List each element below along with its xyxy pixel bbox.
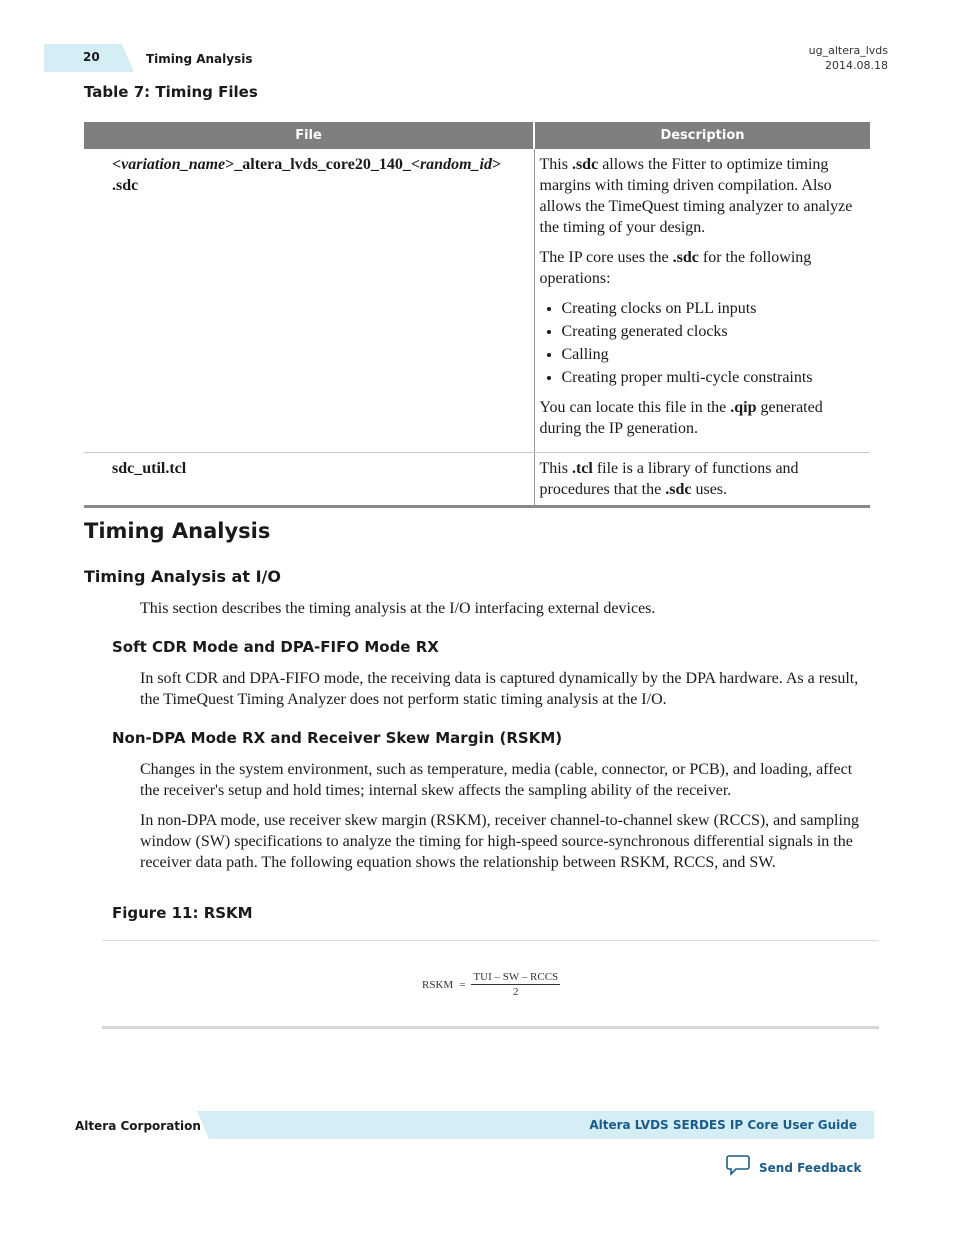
file-ext: .sdc xyxy=(571,156,599,173)
non-dpa-paragraph-1: Changes in the system environment, such as temperature, media (cable, connector, or PCB), and loading, affect the receiver's setup and hold times; internal skew affects the sampling ability of the receiver. xyxy=(140,761,853,799)
description-cell xyxy=(534,453,870,507)
equation-fraction xyxy=(471,971,560,998)
equation-equals: = xyxy=(459,978,466,991)
guide-title-link[interactable]: Altera LVDS SERDES IP Core User Guide xyxy=(589,1118,857,1132)
soft-cdr-paragraph: In soft CDR and DPA-FIFO mode, the receiving data is captured dynamically by the DPA hardware. As a result, the TimeQuest Timing Analyzer does not perform static timing analysis at the I/O. xyxy=(140,670,859,708)
intro-paragraph: This section describes the timing analysis at the I/O interfacing external devices. xyxy=(140,600,656,617)
file-ext: .sdc xyxy=(672,249,699,266)
send-feedback-label: Send Feedback xyxy=(759,1160,862,1175)
text: for the following operations: xyxy=(539,249,812,287)
company-name: Altera Corporation xyxy=(75,1119,201,1133)
file-ext: .tcl xyxy=(571,460,593,477)
table-row xyxy=(84,453,870,507)
equation-denominator: 2 xyxy=(513,986,519,998)
list-item: • Calling xyxy=(562,344,861,365)
list-item: • Creating generated clocks xyxy=(562,321,861,342)
table-caption: Table 7: Timing Files xyxy=(84,83,258,101)
text: You can locate this file in the xyxy=(539,399,731,416)
section-heading: Timing Analysis xyxy=(84,519,271,543)
file-ext: .sdc xyxy=(665,481,692,498)
text: allows the Fitter to optimize timing margins with timing driven compilation. Also allows the TimeQuest timing analyzer to analyze the timing of your design. xyxy=(539,156,853,236)
column-header-file: File xyxy=(84,122,534,149)
feedback-bubble-icon xyxy=(726,1154,750,1181)
figure-caption: Figure 11: RSKM xyxy=(112,904,253,922)
file-cell: sdc_util.tcl xyxy=(84,453,534,507)
equation-lhs: RSKM xyxy=(422,978,454,991)
list-item: • Creating clocks on PLL inputs xyxy=(562,298,861,319)
equation-numerator: TUI – SW – RCCS xyxy=(473,971,559,983)
file-ext: .qip xyxy=(730,399,757,416)
file-name-part: > xyxy=(491,156,502,173)
subsection-heading: Timing Analysis at I/O xyxy=(84,567,281,586)
doc-id: ug_altera_lvds xyxy=(808,44,888,57)
list-item: • Creating proper multi-cycle constraints xyxy=(562,367,861,388)
subsubsection-heading-non-dpa: Non-DPA Mode RX and Receiver Skew Margin (RSKM) xyxy=(112,729,563,747)
timing-files-table xyxy=(84,122,870,508)
text: uses. xyxy=(691,481,728,498)
page-number: 20 xyxy=(83,50,100,64)
doc-id-block xyxy=(809,43,888,73)
file-name-part: >_altera_lvds_core20_140_< xyxy=(225,156,420,173)
non-dpa-paragraph-2: In non-DPA mode, use receiver skew margin (RSKM), receiver channel-to-channel skew (RCCS), and sampling window (SW) specifications to analyze the timing for high-speed source-synchronous differential signals in the receiver data path. The following equation shows the relationship between RSKM, RCCS, and SW. xyxy=(140,812,859,871)
table-header-row xyxy=(84,122,870,149)
description-paragraph xyxy=(540,397,861,439)
description-paragraph xyxy=(540,247,861,289)
running-title: Timing Analysis xyxy=(146,52,253,66)
text: file is a library of functions and procedures that the xyxy=(539,460,799,498)
operations-list xyxy=(540,298,861,388)
file-name-part: .sdc xyxy=(112,177,139,194)
file-name-variable: variation_name xyxy=(121,156,226,173)
send-feedback-link[interactable] xyxy=(726,1154,861,1181)
table-row xyxy=(84,149,870,453)
column-header-description: Description xyxy=(534,122,870,149)
description-paragraph xyxy=(540,154,861,238)
text: The IP core uses the xyxy=(539,249,673,266)
rskm-equation xyxy=(422,971,560,998)
file-name-part: < xyxy=(112,156,122,173)
text: generated during the IP generation. xyxy=(539,399,823,437)
text: This xyxy=(539,156,572,173)
doc-date: 2014.08.18 xyxy=(825,59,888,72)
file-cell xyxy=(84,149,534,453)
file-name-variable: random_id xyxy=(419,156,492,173)
description-cell xyxy=(534,149,870,453)
text: This xyxy=(539,460,572,477)
figure-bottom-rule xyxy=(102,1026,879,1029)
subsubsection-heading-soft-cdr: Soft CDR Mode and DPA-FIFO Mode RX xyxy=(112,638,439,656)
figure-top-rule xyxy=(102,940,879,941)
